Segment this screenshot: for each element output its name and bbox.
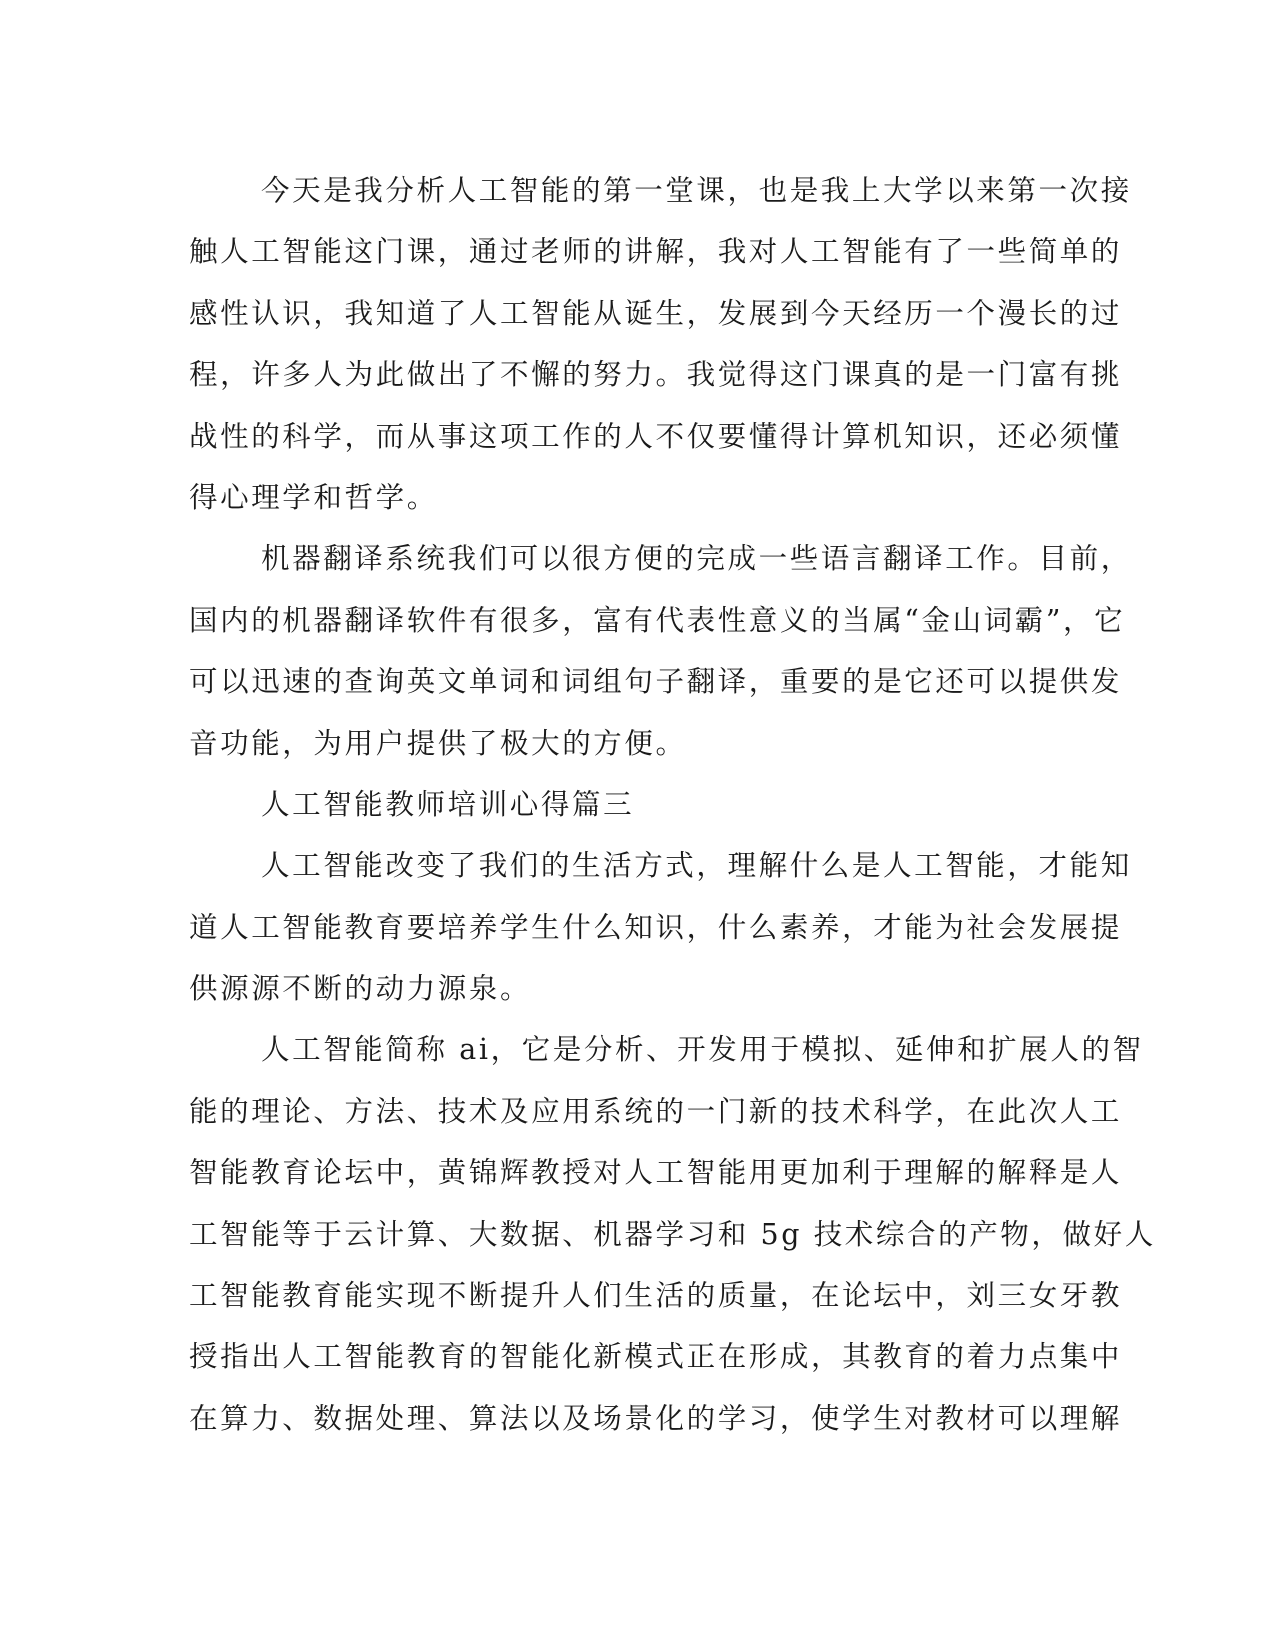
text-line: 工智能教育能实现不断提升人们生活的质量，在论坛中，刘三女牙教 bbox=[189, 1279, 1123, 1313]
text-line: 道人工智能教育要培养学生什么知识，什么素养，才能为社会发展提 bbox=[189, 910, 1123, 944]
text-line: 触人工智能这门课，通过老师的讲解，我对人工智能有了一些简单的 bbox=[189, 235, 1123, 269]
text-line: 人工智能简称 ai，它是分析、开发用于模拟、延伸和扩展人的智 bbox=[261, 1033, 1144, 1067]
text-line: 工智能等于云计算、大数据、机器学习和 5g 技术综合的产物，做好人 bbox=[189, 1217, 1156, 1251]
text-line: 在算力、数据处理、算法以及场景化的学习，使学生对教材可以理解 bbox=[189, 1401, 1123, 1435]
text-line: 供源源不断的动力源泉。 bbox=[189, 972, 532, 1006]
text-line: 可以迅速的查询英文单词和词组句子翻译，重要的是它还可以提供发 bbox=[189, 665, 1123, 699]
text-line: 战性的科学，而从事这项工作的人不仅要懂得计算机知识，还必须懂 bbox=[189, 419, 1123, 453]
text-line: 智能教育论坛中，黄锦辉教授对人工智能用更加利于理解的解释是人 bbox=[189, 1156, 1123, 1190]
text-line: 音功能，为用户提供了极大的方便。 bbox=[189, 726, 687, 760]
text-line: 能的理论、方法、技术及应用系统的一门新的技术科学，在此次人工 bbox=[189, 1094, 1123, 1128]
section-heading: 人工智能教师培训心得篇三 bbox=[261, 787, 635, 821]
text-line: 国内的机器翻译软件有很多，富有代表性意义的当属“金山词霸”，它 bbox=[189, 603, 1126, 637]
text-line: 感性认识，我知道了人工智能从诞生，发展到今天经历一个漫长的过 bbox=[189, 296, 1123, 330]
text-line: 程，许多人为此做出了不懈的努力。我觉得这门课真的是一门富有挑 bbox=[189, 358, 1123, 392]
text-line: 人工智能改变了我们的生活方式，理解什么是人工智能，才能知 bbox=[261, 849, 1132, 883]
text-line: 授指出人工智能教育的智能化新模式正在形成，其教育的着力点集中 bbox=[189, 1340, 1123, 1374]
text-line: 今天是我分析人工智能的第一堂课，也是我上大学以来第一次接 bbox=[261, 174, 1132, 207]
document-body bbox=[189, 160, 1156, 1449]
text-line: 得心理学和哲学。 bbox=[189, 480, 438, 514]
text-line: 机器翻译系统我们可以很方便的完成一些语言翻译工作。目前， bbox=[261, 542, 1132, 576]
